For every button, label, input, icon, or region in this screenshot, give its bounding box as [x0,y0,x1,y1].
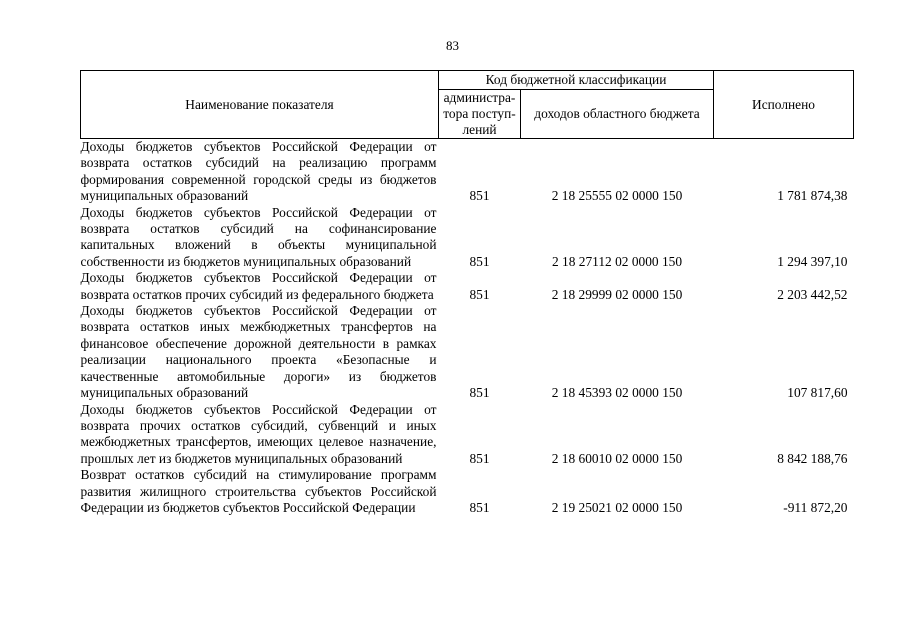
row-budget-code: 2 18 60010 02 0000 150 [551,450,683,466]
row-admin-code: 851 [469,253,490,269]
table-body [81,139,854,517]
row-name: Доходы бюджетов субъектов Российской Федерации от возврата остатков субсидий на реализацию программ формирования современной городской среды из бюджетов муниципальных образований [80,139,437,204]
table-row [81,139,854,205]
row-admin-code: 851 [469,499,490,515]
table-header [81,71,854,139]
page-number: 83 [446,38,459,53]
row-amount: 1 294 397,10 [777,253,848,269]
row-name: Доходы бюджетов субъектов Российской Федерации от возврата прочих остатков субсидий, субвенций и иных межбюджетных трансфертов, имеющих целевое назначение, прошлых лет из бюджетов муниципальных образований [80,401,437,466]
header-classification-group: Код бюджетной классификации [439,71,714,90]
row-amount: 107 817,60 [787,385,848,401]
row-amount: 8 842 188,76 [777,450,848,466]
row-budget-code: 2 18 25555 02 0000 150 [551,188,683,204]
row-amount: -911 872,20 [783,499,848,515]
table-row [81,270,854,303]
header-admin: администра-тора поступ-лений [439,90,521,139]
row-budget-code: 2 18 29999 02 0000 150 [551,286,683,302]
row-amount: 1 781 874,38 [777,188,848,204]
table-row [81,303,854,401]
row-budget-code: 2 18 45393 02 0000 150 [551,385,683,401]
row-admin-code: 851 [469,188,490,204]
budget-table [80,70,854,516]
row-name: Доходы бюджетов субъектов Российской Федерации от возврата остатков прочих субсидий из федерального бюджета [80,270,437,302]
row-amount: 2 203 442,52 [777,286,848,302]
row-admin-code: 851 [469,450,490,466]
table-row [81,402,854,468]
row-name: Возврат остатков субсидий на стимулирование программ развития жилищного строительства субъектов Российской Федерации из бюджетов субъектов Российской Федерации [80,467,437,515]
row-name: Доходы бюджетов субъектов Российской Федерации от возврата остатков иных межбюджетных трансфертов на финансовое обеспечение дорожной деятельности в рамках реализации национального проекта «Безопасные и качественные автомобильные дороги» из бюджетов муниципальных образований [80,303,437,401]
table-row [81,467,854,516]
row-admin-code: 851 [469,286,490,302]
header-income: доходов областного бюджета [521,90,714,139]
header-name: Наименование показателя [81,71,439,139]
row-admin-code: 851 [469,385,490,401]
header-executed: Исполнено [714,71,854,139]
table-row [81,205,854,271]
row-budget-code: 2 18 27112 02 0000 150 [551,253,683,269]
row-name: Доходы бюджетов субъектов Российской Федерации от возврата остатков субсидий на софинансирование капитальных вложений в объекты муниципальной собственности из бюджетов муниципальных образований [80,204,437,269]
row-budget-code: 2 19 25021 02 0000 150 [551,499,683,515]
